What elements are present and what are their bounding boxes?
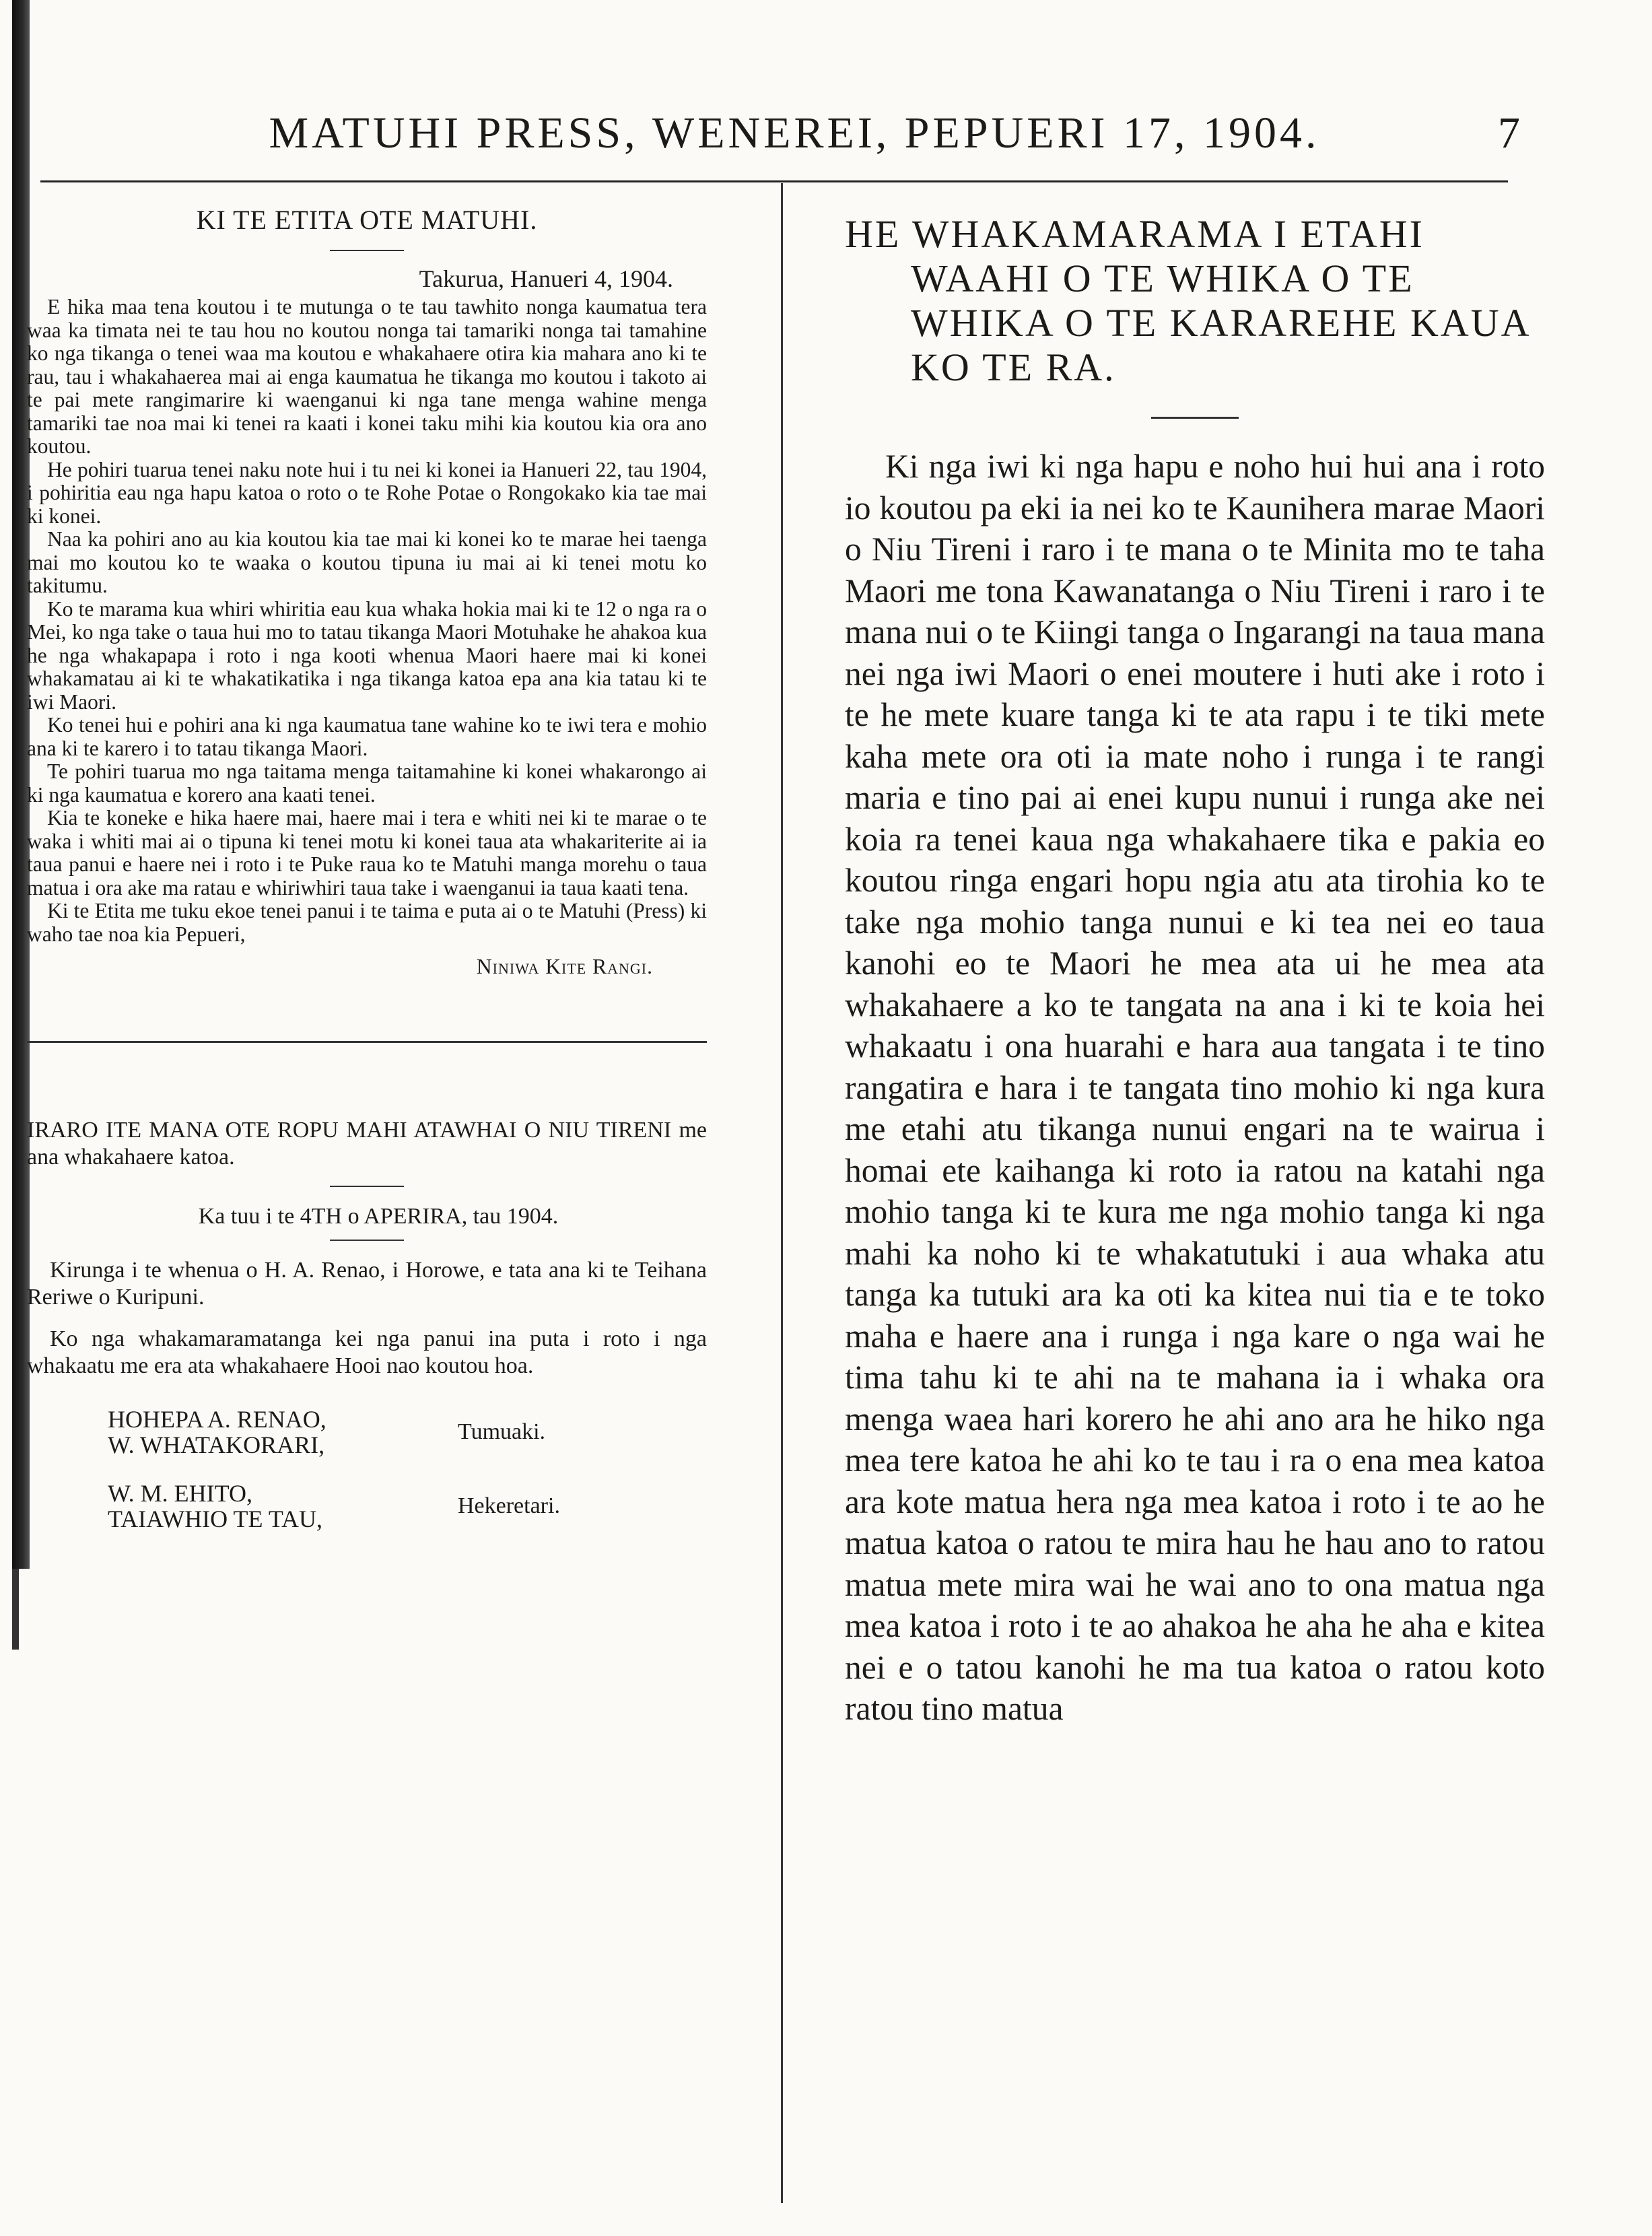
page-number: 7 <box>1498 108 1520 158</box>
signatories <box>27 1407 707 1532</box>
notice-dash-2 <box>330 1240 404 1241</box>
letter-paragraph: Kia te koneke e hika haere mai, haere mai i tera e whiti nei ki te marae o te waka i whiti mai ai o tipuna ki tenei motu ki konei taua ata whakariterite ai ia taua panui e haere nei i roto i te Puke raua ko te Matuhi manga morehu o taua matua i ora ake ma ratau e whiriwhiri taua take i waenganui ia taua kaati tena. <box>27 806 707 900</box>
signatory-row <box>27 1481 707 1532</box>
title-dash <box>330 250 404 251</box>
signatory-names <box>108 1407 444 1458</box>
letter-dateline: Takurua, Hanueri 4, 1904. <box>419 265 673 292</box>
signatory-name: HOHEPA A. RENAO, <box>108 1405 326 1433</box>
letter-paragraph: He pohiri tuarua tenei naku note hui i tu nei ki konei ia Hanueri 22, tau 1904, i pohiritia eau nga hapu katoa o roto o te Rohe Potae o Rongokako kia tae mai ki konei. <box>27 457 707 528</box>
notice-heading: IRARO ITE MANA OTE ROPU MAHI ATAWHAI O NIU TIRENI me ana whakahaere katoa. <box>27 1117 707 1170</box>
signatory-name: TAIAWHIO TE TAU, <box>108 1505 322 1532</box>
letter-paragraph: Ko tenei hui e pohiri ana ki nga kaumatua tane wahine ko te iwi tera e mohio ana ki te karero i to tatau tikanga Maori. <box>27 713 707 760</box>
notice-date: Ka tuu i te 4TH o APERIRA, tau 1904. <box>198 1203 559 1229</box>
notice-paragraph: Kirunga i te whenua o H. A. Renao, i Horowe, e tata ana ki te Teihana Reriwe o Kuripuni. <box>27 1257 707 1310</box>
article-dash <box>1151 417 1239 419</box>
masthead: MATUHI PRESS, WENEREI, PEPUERI 17, 1904. <box>269 108 1320 158</box>
signatory-role: Hekeretari. <box>458 1493 560 1518</box>
letter-paragraph: E hika maa tena koutou i te mutunga o te tau tawhito nonga kaumatua tera waa ka timata nei te tau hou no koutou nonga tai tamariki nonga tai tamahine ko nga tikanga o tenei waa ma koutou e whakahaere otira kia mahara ano ki te rau, tau i whakahaerea mai ai enga kaumatua he tikanga mo koutou i takoto ai te pai mete rangimarire ki waenganui ki nga tane menga wahine menga tamariki tae noa mai ki tenei ra kaati i konei taku mihi kia koutou kia ora ano koutou. <box>27 295 707 458</box>
article-body: Ki nga iwi ki nga hapu e noho hui hui ana i roto io koutou pa eki ia nei ko te Kaunihera marae Maori o Niu Tireni i raro i te mana o te Minita mo te taha Maori me tona Kawanatanga o Niu Tireni i raro i te mana nui o te Kiingi tanga o Ingarangi na taua mana nei nga iwi Maori o enei moutere i huti ake i roto i te he mete kuare tanga ki te ata rapu i te tiki mete kaha mete ora oti ia mate noho i runga i te rangi maria e tino pai ai enei kupu nunui i runga ake nei koia ra tenei kaua nga whakahaere tika e pakia eo koutou ringa engari hopu ngia atu ata tirohia ko te take nga mohio tanga nunui e ki tea nei eo taua kanohi eo te Maori he mea ata ui he mea ata whakahaere a ko te tangata na ana i ki te koia hei whakaatu i ona huarahi e hara aua tangata i te tino rangatira e hara i te tangata tino mohio ki nga kura me etahi atu tikanga nunui engari na te wairua i homai ete kaihanga ki roto ia ratou na katahi nga mohio tanga ki te kura me nga mohio tanga ki nga mahi ka noho ki te whakatutuki i aua whaka atu tanga ka tutuki ara ka oti ka kitea nui tia e te toko maha e haere ana i runga i nga kare o nga wai he tima tahu ki te ahi na te mahana ia i whaka ora menga waea hari korero he ahi ano ara he hiko nga mea tere katoa he ahi ko te tau i ra o ena mea katoa ara kote matua hera nga mea katoa i roto i te ao he matua katoa o ratou te mira hau he hau ano to ratou matua mete mira wai he wai ano to ona matua nga mea katoa i roto i te ao ahakoa he aha he aha e kitea nei e o tatou kanohi he ma tua katoa o ratou koto ratou tino matua <box>845 448 1545 1727</box>
left-column <box>27 205 707 1555</box>
article-title: HE WHAKAMARAMA I ETAHI WAAHI O TE WHIKA O TE WHIKA O TE KARAREHE KAUA KO TE RA. <box>845 212 1529 389</box>
signatory-names <box>108 1481 444 1532</box>
letter-title: KI TE ETITA OTE MATUHI. <box>196 205 538 235</box>
header-rule <box>40 180 1508 182</box>
signatory-role: Tumuaki. <box>458 1419 546 1444</box>
notice-section <box>27 1117 707 1532</box>
notice-dash <box>330 1186 404 1187</box>
signatory-name: W. M. EHITO, <box>108 1479 252 1507</box>
notice-paragraph: Ko nga whakamaramatanga kei nga panui ina puta i roto i nga whakaatu me era ata whakahaere Hooi nao koutou hoa. <box>27 1326 707 1378</box>
letter-paragraph: Ko te marama kua whiri whiritia eau kua whaka hokia mai ki te 12 o nga ra o Mei, ko nga take o taua hui mo to tatau tikanga Maori Motuhake he ahakoa kua he nga whakapapa i roto i nga kooti whenua Maori haere mai ki konei whakamatau ai ki te whakatikatika i nga tikanga katoa epa ana kia tatau ki te iwi Maori. <box>27 597 707 714</box>
right-column <box>845 212 1545 1730</box>
letter-body <box>27 296 707 946</box>
section-rule <box>27 1041 707 1043</box>
signatory-row <box>27 1407 707 1458</box>
letter-paragraph: Naa ka pohiri ano au kia koutou kia tae mai ki konei ko te marae hei taenga mai mo koutou ko te waaka o koutou tipuna iu mai ai ki tenei motu ko takitumu. <box>27 527 707 597</box>
letter-paragraph: Ki te Etita me tuku ekoe tenei panui i te taima e puta ai o te Matuhi (Press) ki waho tae noa kia Pepueri, <box>27 899 707 946</box>
scan-binding-edge-tail <box>12 1569 19 1650</box>
signatory-name: W. WHATAKORARI, <box>108 1431 325 1458</box>
letter-signature: Niniwa Kite Rangi. <box>476 955 653 978</box>
letter-paragraph: Te pohiri tuarua mo nga taitama menga taitamahine ki konei whakarongo ai ki nga kaumatua e korero ana kaati tenei. <box>27 759 707 807</box>
column-rule <box>781 183 783 2203</box>
